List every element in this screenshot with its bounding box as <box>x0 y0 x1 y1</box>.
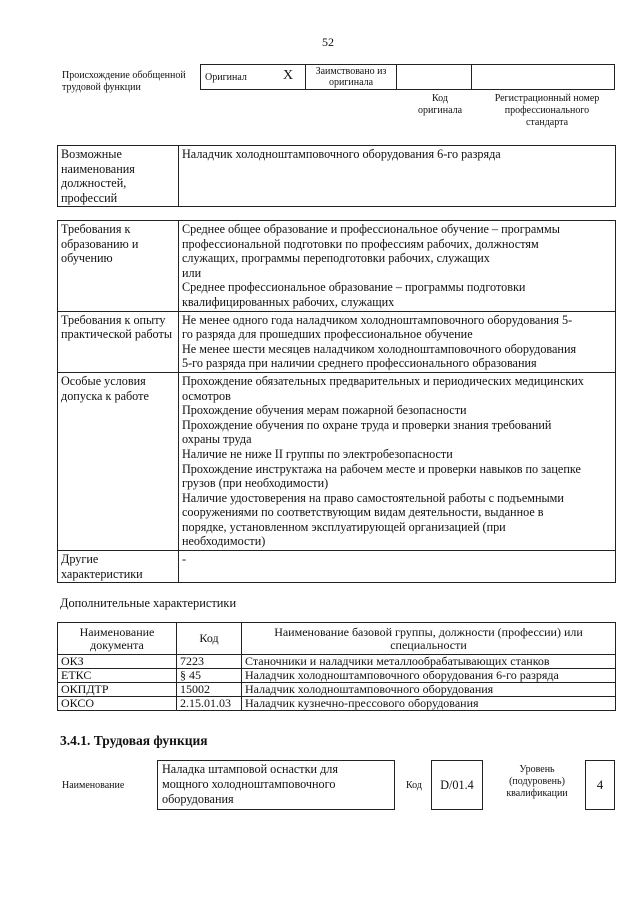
function-level-label: Уровень (подуровень) квалификации <box>506 764 568 799</box>
table-cell: ЕТКС <box>58 669 177 683</box>
education-line: квалифицированных рабочих, служащих <box>182 294 395 309</box>
function-heading: 3.4.1. Трудовая функция <box>60 733 208 748</box>
conditions-line: осмотров <box>182 388 231 403</box>
conditions-line: сооружениями по соответствующим видам деятельности, выданное в <box>182 505 544 520</box>
additional-header-name: Наименование базовой группы, должности (профессии) или специальности <box>242 623 616 655</box>
origin-original-cell <box>201 65 306 90</box>
additional-title: Дополнительные характеристики <box>60 596 237 610</box>
table-cell: 2.15.01.03 <box>177 697 242 711</box>
education-line: Среднее профессиональное образование – программы подготовки <box>182 280 526 295</box>
other-line: - <box>182 552 187 567</box>
conditions-line: Прохождение обучения по охране труда и проверки знания требований <box>182 417 552 432</box>
education-line: служащих, программы переподготовки рабочих, служащих <box>182 251 490 266</box>
experience-line: го разряда для прошедших профессиональное обучение <box>182 327 473 342</box>
table-row <box>58 683 616 697</box>
conditions-line: Прохождение обязательных предварительных и периодических медицинских <box>182 373 584 388</box>
origin-code-caption: Код оригинала <box>417 93 463 116</box>
experience-line: 5-го разряда при наличии среднего профессионального образования <box>182 356 537 371</box>
function-name-box <box>157 760 395 810</box>
experience-value <box>179 311 616 372</box>
positions-value: Наладчик холодноштамповочного оборудования 6-го разряда <box>179 146 616 207</box>
origin-borrowed: Заимствовано из оригинала <box>306 65 397 90</box>
education-label: Требования к образованию и обучению <box>58 221 179 312</box>
table-row <box>58 669 616 683</box>
function-name-line: оборудования <box>162 792 234 806</box>
conditions-line: грузов (при необходимости) <box>182 476 329 491</box>
experience-line: Не менее одного года наладчиком холодноштамповочного оборудования 5- <box>182 312 573 327</box>
table-row <box>58 655 616 669</box>
conditions-line: порядке, установленном эксплуатирующей организацией (при <box>182 519 506 534</box>
function-code-label: Код <box>406 780 422 791</box>
origin-table <box>200 64 615 90</box>
page-number: 52 <box>322 35 334 49</box>
conditions-line: охраны труда <box>182 432 252 447</box>
table-row <box>58 697 616 711</box>
conditions-line: Наличие не ниже II группы по электробезопасности <box>182 446 453 461</box>
origin-label: Происхождение обобщенной трудовой функции <box>62 70 186 93</box>
table-cell: Станочники и наладчики металлообрабатывающих станков <box>242 655 616 669</box>
table-cell: ОКПДТР <box>58 683 177 697</box>
table-cell: Наладчик кузнечно-прессового оборудования <box>242 697 616 711</box>
origin-reg-cell <box>472 65 615 90</box>
additional-header-code: Код <box>177 623 242 655</box>
conditions-label: Особые условия допуска к работе <box>58 372 179 550</box>
table-cell: 7223 <box>177 655 242 669</box>
additional-header-doc: Наименование документа <box>58 623 177 655</box>
origin-code-cell <box>397 65 472 90</box>
experience-line: Не менее шести месяцев наладчиком холодноштамповочного оборудования <box>182 341 577 356</box>
function-name-line: Наладка штамповой оснастки для <box>162 762 338 776</box>
education-value <box>179 221 616 312</box>
function-code-box <box>431 760 483 810</box>
function-name-line: мощного холодноштамповочного <box>162 777 336 791</box>
table-cell: § 45 <box>177 669 242 683</box>
table-cell: ОКСО <box>58 697 177 711</box>
education-line: профессиональной подготовки по профессиям рабочих, должностям <box>182 236 539 251</box>
conditions-value <box>179 372 616 550</box>
additional-table <box>57 622 616 711</box>
other-label: Другие характеристики <box>58 551 179 583</box>
function-name-label: Наименование <box>62 780 125 791</box>
requirements-table <box>57 220 616 583</box>
table-cell: ОКЗ <box>58 655 177 669</box>
conditions-line: Прохождение инструктажа на рабочем месте и проверки навыков по зацепке <box>182 461 581 476</box>
table-cell: 15002 <box>177 683 242 697</box>
function-code: D/01.4 <box>440 777 474 792</box>
positions-label: Возможные наименования должностей, профессий <box>58 146 179 207</box>
table-cell: Наладчик холодноштамповочного оборудования 6-го разряда <box>242 669 616 683</box>
function-level-box <box>585 760 615 810</box>
table-cell: Наладчик холодноштамповочного оборудования <box>242 683 616 697</box>
other-value <box>179 551 616 583</box>
education-line: Среднее общее образование и профессиональное обучение – программы <box>182 222 560 236</box>
experience-label: Требования к опыту практической работы <box>58 311 179 372</box>
education-line: или <box>182 265 202 280</box>
origin-original: Оригинал <box>205 71 247 83</box>
origin-mark: X <box>283 68 294 83</box>
origin-reg-caption: Регистрационный номер профессионального стандарта <box>494 93 600 128</box>
conditions-line: Наличие удостоверения на право самостоятельной работы с подъемными <box>182 490 564 505</box>
positions-table <box>57 145 616 207</box>
function-level: 4 <box>596 777 604 792</box>
conditions-line: Прохождение обучения мерам пожарной безопасности <box>182 403 467 418</box>
conditions-line: необходимости) <box>182 534 266 549</box>
